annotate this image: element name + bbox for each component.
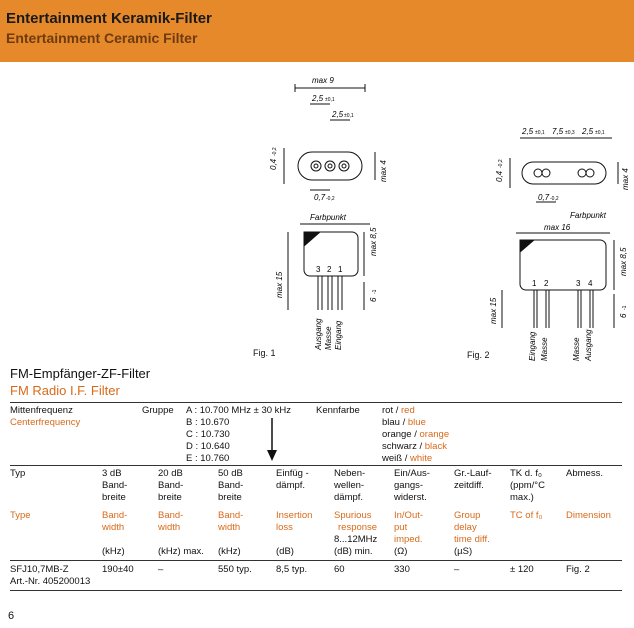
color-orange [382, 429, 449, 441]
center-label-de: Mittenfrequenz [10, 405, 73, 416]
color-red-en: red [401, 405, 415, 416]
fig1-d6: 6 [369, 297, 378, 302]
th-gd-en-3: time diff. [454, 534, 490, 545]
page-number: 6 [8, 610, 15, 622]
th-bw3-de-2: Band- [102, 480, 128, 491]
fig2-d25b-tol: ±0,1 [595, 130, 605, 136]
th-tk-de-1: TK d. f₀ [510, 468, 542, 479]
fig1-max4: max 4 [379, 160, 388, 182]
fig1-max15: max 15 [275, 271, 284, 298]
fig1-d25b-tol: ±0,1 [344, 113, 354, 119]
th-gd-de-1: Gr.-Lauf- [454, 468, 492, 479]
row-type: SFJ10,7MB-Z [10, 564, 69, 575]
fig2-pin-3: 3 [576, 279, 581, 288]
th-bw50-de-1: 50 dB [218, 468, 243, 479]
th-imp-en-3: imped. [394, 534, 423, 545]
fig1-pin-label-masse: Masse [324, 326, 333, 350]
color-white-en: white [409, 453, 433, 464]
fig2-pin-label-masse-1: Masse [540, 337, 549, 361]
row-spur: 60 [334, 564, 345, 575]
row-tk: ± 120 [510, 564, 534, 575]
row-loss: 8,5 typ. [276, 564, 308, 575]
th-gd-en-2: delay [454, 522, 477, 533]
th-dim-de: Abmess. [566, 468, 603, 479]
fig1-pin-label-ausgang: Ausgang [314, 318, 323, 350]
th-bw20-de-1: 20 dB [158, 468, 183, 479]
fig2-drawing [484, 118, 630, 363]
down-arrow-icon [266, 418, 278, 462]
th-spur-en-2: response [338, 522, 378, 533]
section-title-en: FM Radio I.F. Filter [10, 383, 120, 398]
fig2-d75: 7,5 [552, 127, 564, 136]
th-bw20-en-2: width [158, 522, 181, 533]
fig2-d07-tol: -0,2 [550, 196, 559, 202]
divider-bottom [10, 590, 622, 591]
th-bw20-en-1: Band- [158, 510, 184, 521]
color-blue [382, 417, 426, 429]
color-black-en: black [424, 441, 447, 452]
group-b: B : 10.670 [186, 417, 230, 428]
th-bw20-unit: (kHz) max. [158, 546, 204, 557]
th-loss-de-2: dämpf. [276, 480, 306, 491]
fig2-d04: 0,4 [495, 170, 504, 182]
th-tk-de-3: max.) [510, 492, 534, 503]
row-bw50: 550 typ. [218, 564, 252, 575]
color-black-de: schwarz / [382, 441, 423, 452]
row-art: Art.-Nr. 405200013 [10, 576, 91, 587]
fig2-d25a-tol: ±0,1 [535, 130, 545, 136]
th-bw3-de-3: breite [102, 492, 126, 503]
row-dim: Fig. 2 [566, 564, 590, 575]
th-spur-de-2: wellen- [334, 480, 365, 491]
th-tk-de-2: (ppm/°C [510, 480, 545, 491]
th-spur-range: 8...12MHz [334, 534, 378, 545]
gruppe-label: Gruppe [142, 405, 174, 416]
fig2-pin-1: 1 [532, 279, 537, 288]
th-loss-de-1: Einfüg - [276, 468, 309, 479]
fig2-d6: 6 [619, 313, 628, 318]
color-blue-en: blue [407, 417, 426, 428]
title-de: Entertainment Keramik-Filter [6, 10, 212, 27]
fig1-d04-tol: -0,2 [272, 147, 278, 156]
fig1-pin-2: 2 [327, 265, 332, 274]
fig1-d25a: 2,5 [312, 94, 324, 103]
th-loss-unit: (dB) [276, 546, 294, 557]
fig2-d6-tol: -1 [622, 305, 628, 310]
group-e: E : 10.760 [186, 453, 230, 464]
th-gd-unit: (µS) [454, 546, 473, 557]
header-banner [0, 0, 634, 62]
th-bw50-unit: (kHz) [218, 546, 241, 557]
divider-mid [10, 465, 622, 466]
fig1-drawing [240, 70, 400, 355]
color-red-de: rot / [382, 405, 399, 416]
row-gd: – [454, 564, 460, 575]
th-bw3-unit: (kHz) [102, 546, 125, 557]
row-bw20: – [158, 564, 164, 575]
color-white [382, 453, 432, 465]
fig2-d07: 0,7 [538, 193, 550, 202]
fig1-pin-3: 3 [316, 265, 321, 274]
th-bw50-de-3: breite [218, 492, 242, 503]
group-c: C : 10.730 [186, 429, 230, 440]
fig1-d04: 0,4 [269, 158, 278, 170]
th-type-de: Typ [10, 468, 26, 479]
th-loss-en-1: Insertion [276, 510, 313, 521]
fig2-pin-2: 2 [544, 279, 549, 288]
color-orange-en: orange [419, 429, 450, 440]
fig2-max85: max 8,5 [619, 247, 628, 276]
th-bw50-en-1: Band- [218, 510, 244, 521]
fig2-max16: max 16 [544, 223, 571, 232]
th-spur-unit: (dB) min. [334, 546, 373, 557]
fig2-max4: max 4 [621, 168, 630, 190]
color-orange-de: orange / [382, 429, 417, 440]
fig1-max85: max 8,5 [369, 227, 378, 256]
center-label-en: Centerfrequency [10, 417, 81, 428]
th-bw50-en-2: width [218, 522, 241, 533]
section-title-de: FM-Empfänger-ZF-Filter [10, 366, 151, 381]
th-spur-de-1: Neben- [334, 468, 366, 479]
fig2-d25a: 2,5 [522, 127, 534, 136]
th-type-en: Type [10, 510, 31, 521]
title-en: Entertainment Ceramic Filter [6, 30, 198, 46]
fig2-pin-4: 4 [588, 279, 593, 288]
th-bw3-en-2: width [102, 522, 125, 533]
fig1-d07: 0,7 [314, 193, 326, 202]
fig1-d07-tol: -0,2 [326, 196, 335, 202]
color-red [382, 405, 415, 417]
th-loss-en-2: loss [276, 522, 293, 533]
th-spur-en-1: Spurious [334, 510, 372, 521]
th-dim-en: Dimension [566, 510, 611, 521]
fig2-max15: max 15 [489, 297, 498, 324]
th-bw50-de-2: Band- [218, 480, 244, 491]
fig2-farbpunkt: Farbpunkt [570, 211, 607, 220]
divider-table [10, 560, 622, 561]
row-imp: 330 [394, 564, 410, 575]
fig1-d6-tol: -1 [372, 289, 378, 294]
color-white-de: weiß / [382, 453, 408, 464]
fig2-pin-label-eingang: Eingang [528, 331, 537, 361]
fig2-d04-tol: -0,2 [498, 159, 504, 168]
color-black [382, 441, 447, 453]
fig1-caption: Fig. 1 [253, 348, 276, 358]
th-imp-de-1: Ein/Aus- [394, 468, 430, 479]
fig1-pin-1: 1 [338, 265, 343, 274]
group-d: D : 10.640 [186, 441, 230, 452]
th-tk-en: TC of f₀ [510, 510, 543, 521]
th-imp-en-1: In/Out- [394, 510, 424, 521]
fig1-farbpunkt: Farbpunkt [310, 213, 347, 222]
th-spur-de-3: dämpf. [334, 492, 364, 503]
fig1-d25b: 2,5 [332, 110, 344, 119]
fig2-caption: Fig. 2 [467, 350, 490, 360]
row-bw3: 190±40 [102, 564, 134, 575]
th-bw3-en-1: Band- [102, 510, 128, 521]
th-gd-en-1: Group [454, 510, 481, 521]
fig2-pin-label-ausgang: Ausgang [584, 329, 593, 361]
color-blue-de: blau / [382, 417, 406, 428]
fig1-pin-label-eingang: Eingang [334, 320, 343, 350]
th-imp-de-3: widerst. [394, 492, 427, 503]
th-bw20-de-3: breite [158, 492, 182, 503]
fig2-pin-label-masse-2: Masse [572, 337, 581, 361]
th-imp-en-2: put [394, 522, 408, 533]
fig1-max9: max 9 [312, 76, 334, 85]
kennfarbe-label: Kennfarbe [316, 405, 360, 416]
th-bw3-de-1: 3 dB [102, 468, 122, 479]
th-gd-de-2: zeitdiff. [454, 480, 484, 491]
fig2-d25b: 2,5 [582, 127, 594, 136]
group-a: A : 10.700 MHz ± 30 kHz [186, 405, 292, 416]
fig2-d75-tol: ±0,3 [565, 130, 575, 136]
th-imp-unit: (Ω) [394, 546, 408, 557]
th-bw20-de-2: Band- [158, 480, 184, 491]
fig1-d25a-tol: ±0,1 [325, 97, 335, 103]
th-imp-de-2: gangs- [394, 480, 424, 491]
divider-top [10, 402, 622, 403]
